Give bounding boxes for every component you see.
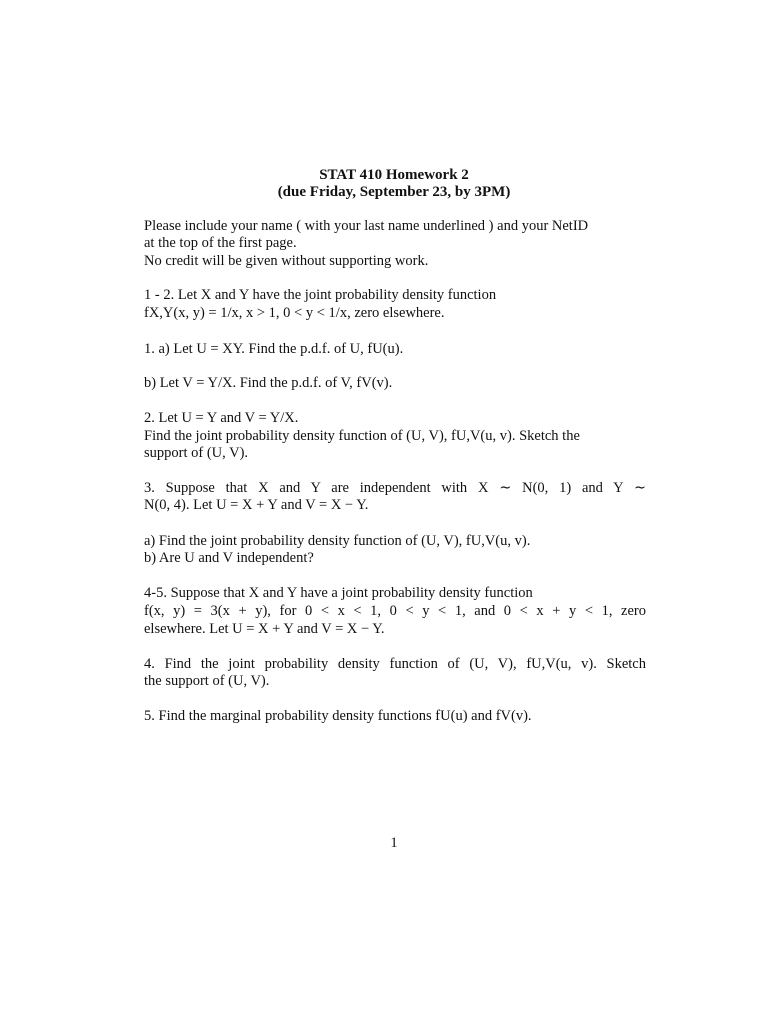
problem-1b: b) Let V = Y/X. Find the p.d.f. of V, fV(v). — [144, 375, 393, 391]
problem-2-line-1: 2. Let U = Y and V = Y/X. — [144, 410, 299, 426]
problem-4-5-line-2: f(x, y) = 3(x + y), for 0 < x < 1, 0 < y < 1, and 0 < x + y < 1, zero — [144, 603, 646, 619]
problem-2-line-3: support of (U, V). — [144, 445, 249, 461]
problem-4-5-line-3: elsewhere. Let U = X + Y and V = X − Y. — [144, 621, 385, 637]
instructions-line-3: No credit will be given without supporting work. — [144, 253, 429, 269]
instructions-line-1: Please include your name ( with your last name underlined ) and your NetID — [144, 218, 589, 234]
problem-4-5-line-1: 4-5. Suppose that X and Y have a joint probability density function — [144, 585, 533, 601]
problem-1-2-intro: 1 - 2. Let X and Y have the joint probability density function — [144, 287, 497, 303]
instructions-line-2: at the top of the first page. — [144, 235, 297, 251]
problem-3-line-2: N(0, 4). Let U = X + Y and V = X − Y. — [144, 497, 369, 513]
problem-3-line-1: 3. Suppose that X and Y are independent with X ∼ N(0, 1) and Y ∼ — [144, 480, 646, 496]
problem-3a: a) Find the joint probability density function of (U, V), fU,V(u, v). — [144, 533, 531, 549]
problem-4-line-1: 4. Find the joint probability density function of (U, V), fU,V(u, v). Sketch — [144, 656, 646, 672]
problem-2-line-2: Find the joint probability density function of (U, V), fU,V(u, v). Sketch the — [144, 428, 580, 444]
due-date: (due Friday, September 23, by 3PM) — [277, 184, 511, 200]
problem-1a: 1. a) Let U = XY. Find the p.d.f. of U, fU(u). — [144, 341, 404, 357]
problem-4-line-2: the support of (U, V). — [144, 673, 270, 689]
homework-title: STAT 410 Homework 2 — [319, 167, 469, 183]
page-number: 1 — [390, 835, 398, 851]
problem-3b: b) Are U and V independent? — [144, 550, 314, 566]
problem-5: 5. Find the marginal probability density functions fU(u) and fV(v). — [144, 708, 532, 724]
problem-1-2-density: fX,Y(x, y) = 1/x, x > 1, 0 < y < 1/x, zero elsewhere. — [144, 305, 445, 321]
